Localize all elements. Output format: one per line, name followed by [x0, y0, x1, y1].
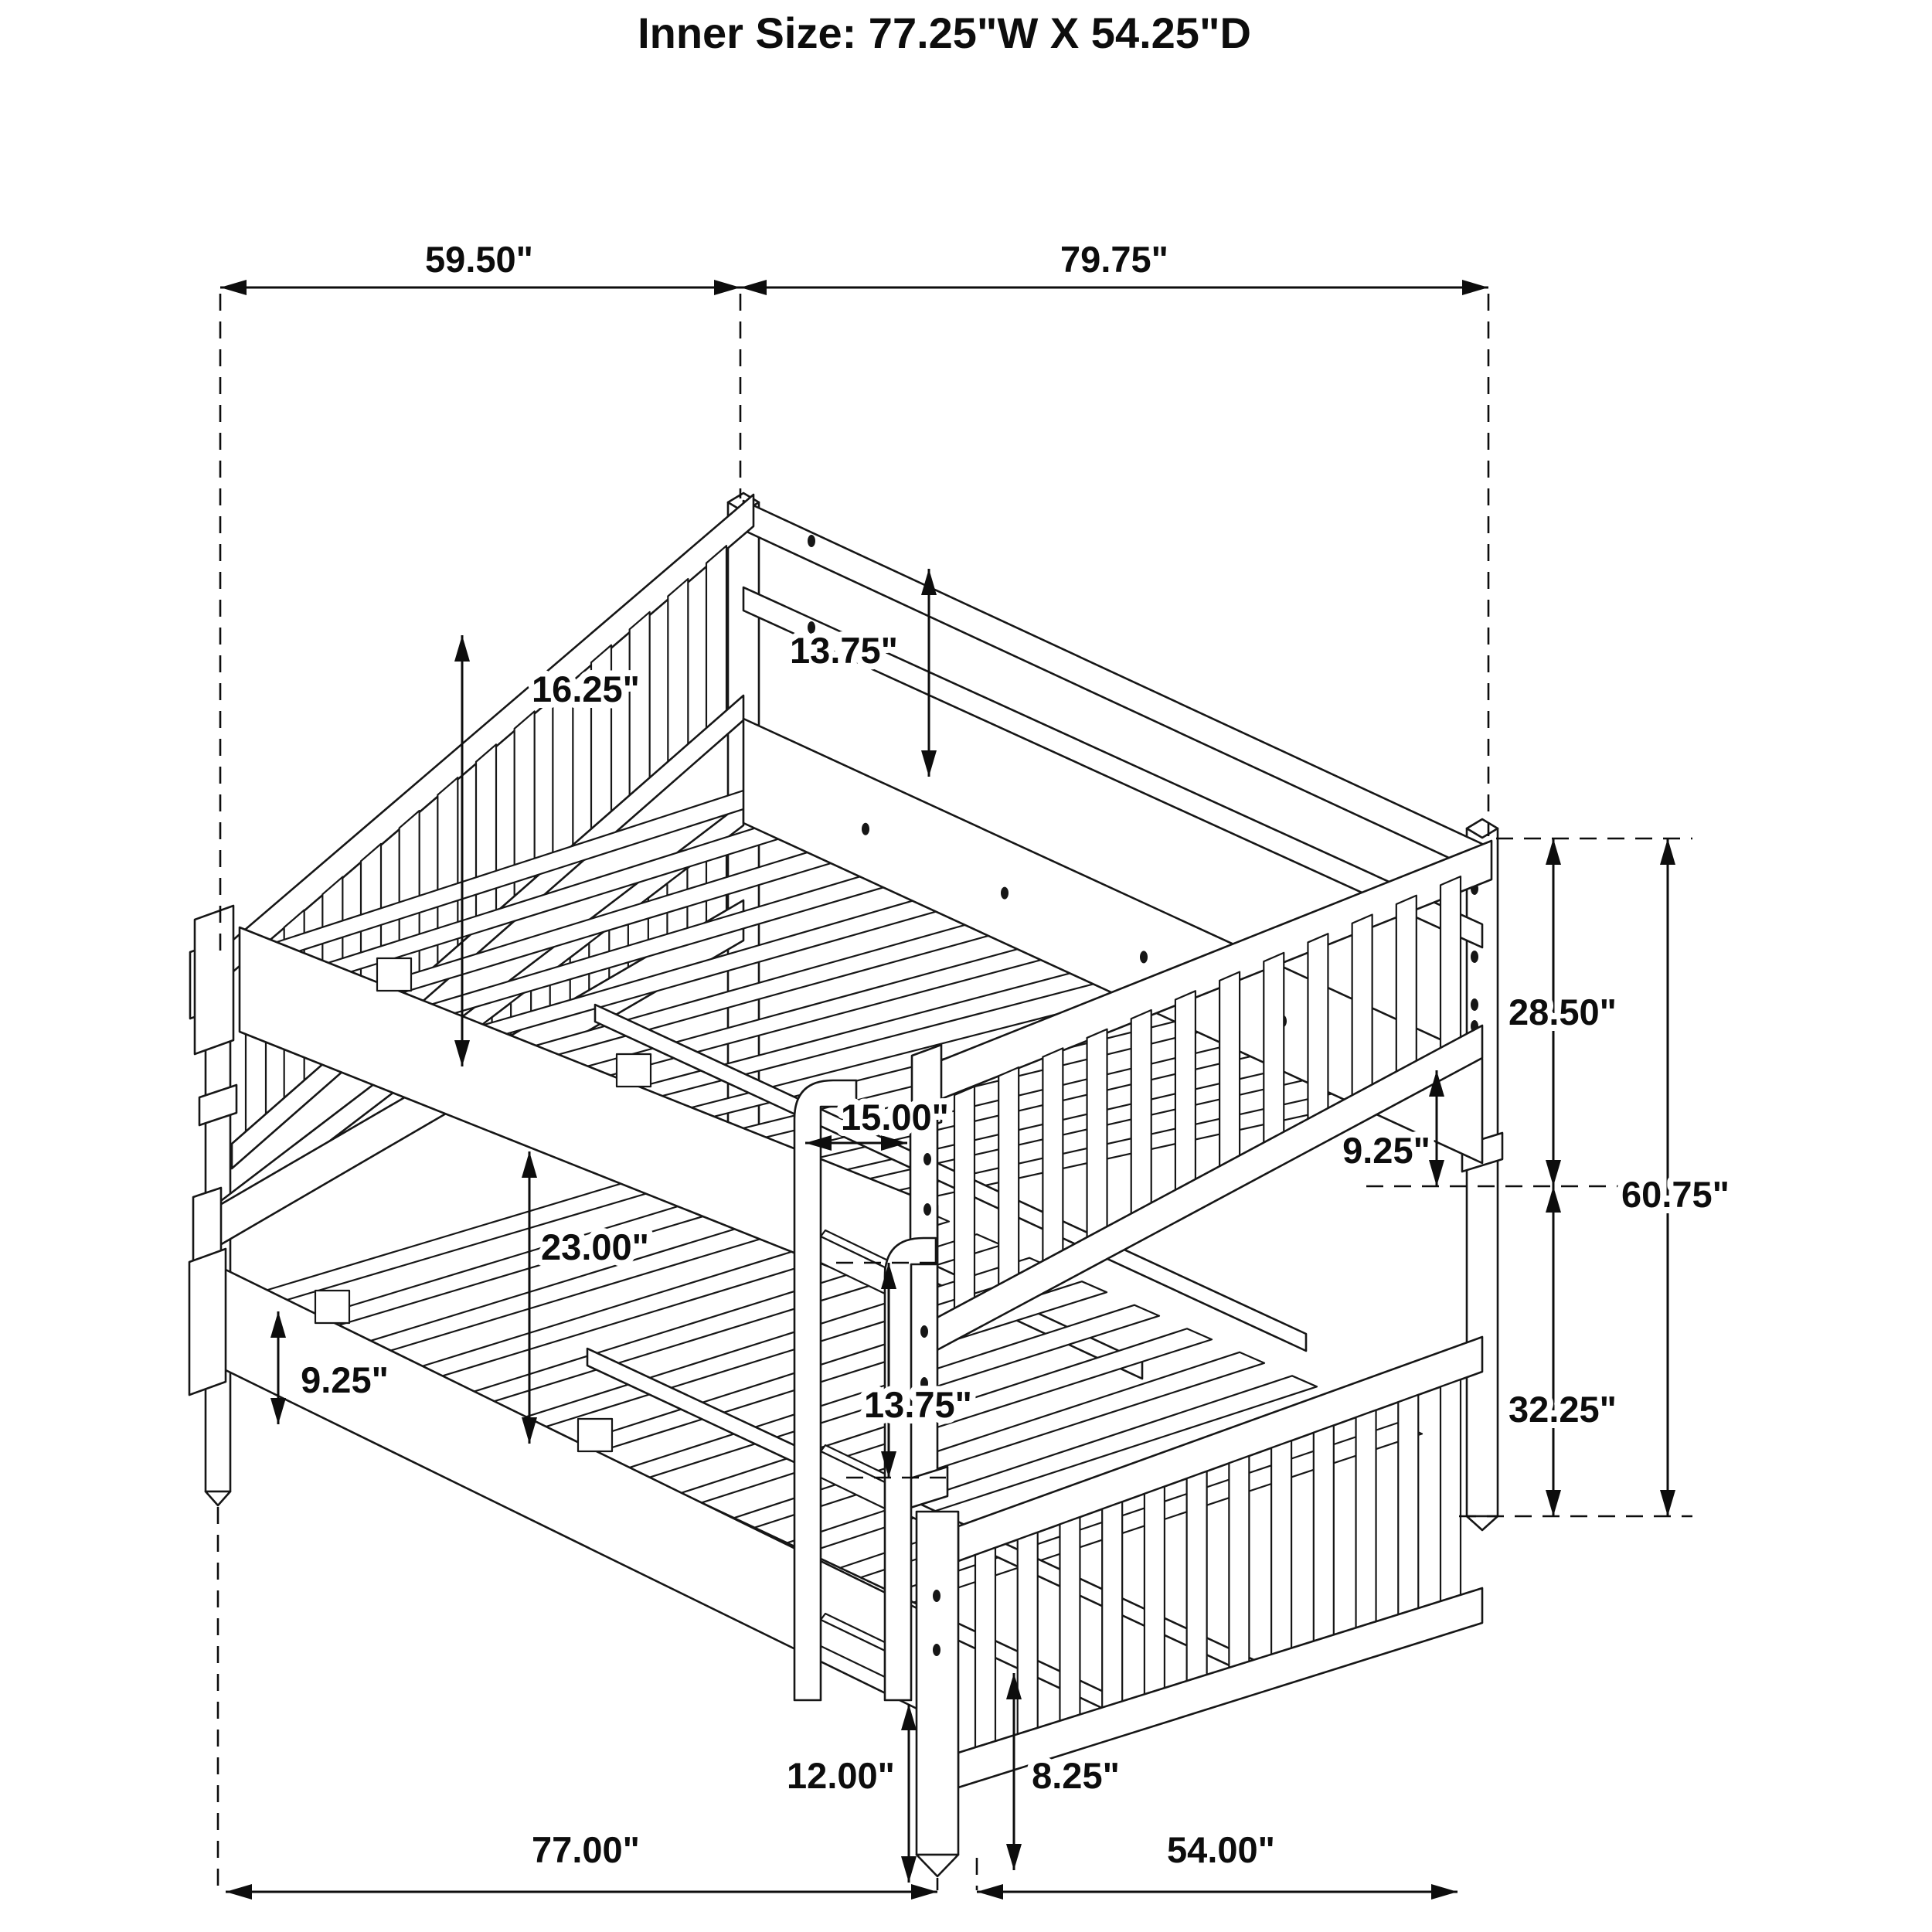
dim-label-rung-spacing: 13.75": [864, 1384, 972, 1425]
dim-label-ladder-opening: 15.00": [841, 1097, 949, 1138]
dim-label-foot-gap: 8.25": [1032, 1755, 1120, 1796]
dim-label-top-width: 59.50": [425, 239, 533, 280]
dim-label-ladder-leg: 12.00": [787, 1755, 895, 1796]
dim-label-head-guard: 16.25": [532, 668, 640, 709]
dim-label-side-rail: 9.25": [1342, 1130, 1430, 1171]
dim-label-overall-height: 60.75": [1621, 1174, 1730, 1215]
dim-label-bottom-side: 77.00": [532, 1829, 640, 1870]
page-title: Inner Size: 77.25"W X 54.25"D: [638, 9, 1251, 57]
dim-label-lower-unit: 32.25": [1509, 1389, 1617, 1430]
bunk-bed-drawing: [189, 493, 1502, 1876]
dim-label-bottom-end: 54.00": [1167, 1829, 1275, 1870]
dim-label-upper-unit: 28.50": [1509, 992, 1617, 1032]
dim-label-bunk-clearance: 23.00": [541, 1226, 649, 1267]
dim-label-far-rail: 13.75": [790, 630, 898, 671]
dim-label-top-length: 79.75": [1060, 239, 1168, 280]
dim-label-lower-rail-gap: 9.25": [301, 1359, 389, 1400]
